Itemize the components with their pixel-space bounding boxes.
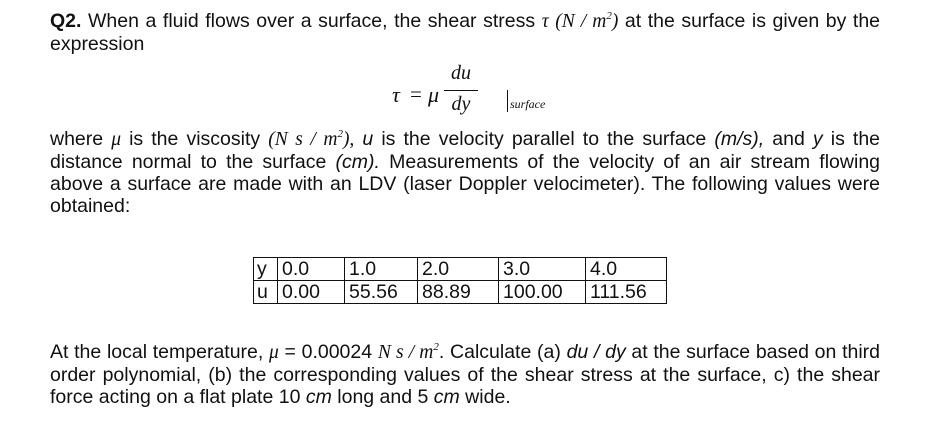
equation-mu: μ xyxy=(428,82,440,107)
desc-text-g: Measurements of the velocity of an air stream flowing above a surface are made with an LDV (laser Doppler velocimeter). The following values were obtained: xyxy=(50,151,881,217)
viscosity-unit-base: (N s / m xyxy=(268,129,338,150)
viscosity-unit-exponent: 2 xyxy=(337,128,343,140)
stress-unit-exponent: 2 xyxy=(606,10,612,22)
question-intro xyxy=(50,10,880,55)
desc-text-f: is the distance normal to the surface xyxy=(50,128,881,173)
desc-text-d: is the velocity parallel to the surface xyxy=(373,128,715,150)
table-row-y xyxy=(254,258,667,281)
table-cell: 4.0 xyxy=(586,258,667,281)
table-cell: 111.56 xyxy=(586,281,667,304)
viscosity-unit-task xyxy=(378,342,439,363)
stress-unit-close: ) xyxy=(611,11,619,32)
table-cell: y xyxy=(254,258,278,281)
desc-text-e: and xyxy=(764,128,813,150)
question-label: Q2. xyxy=(50,10,82,32)
task-text-e: long and 5 xyxy=(331,386,434,408)
velocity-unit: (m/s), xyxy=(714,128,765,150)
desc-text-b: is the viscosity xyxy=(121,128,269,150)
evaluation-bar xyxy=(507,90,508,112)
task-text-f: wide. xyxy=(459,386,511,408)
viscosity-unit-task-base: N s / m xyxy=(377,342,434,363)
variable-description xyxy=(50,128,880,217)
equation-denominator: dy xyxy=(451,93,471,115)
width-unit: cm xyxy=(433,386,460,408)
viscosity-unit-close: ), xyxy=(342,129,355,150)
table-cell: 3.0 xyxy=(499,258,586,281)
desc-text-a: where xyxy=(50,128,112,150)
measurement-table xyxy=(253,257,667,304)
y-symbol: y xyxy=(812,128,823,150)
table-cell: u xyxy=(254,281,278,304)
viscosity-unit-task-exponent: 2 xyxy=(433,341,439,353)
intro-text-b: at the surface is given by the expression xyxy=(50,10,881,55)
task-text-b: = 0.00024 xyxy=(278,341,378,363)
length-unit: cm xyxy=(305,386,332,408)
table-cell: 1.0 xyxy=(345,258,418,281)
task-description xyxy=(50,341,880,408)
equation-equals: = xyxy=(410,82,422,106)
table-cell: 2.0 xyxy=(418,258,499,281)
table-cell: 55.56 xyxy=(345,281,418,304)
table-cell: 0.0 xyxy=(278,258,345,281)
stress-unit xyxy=(555,11,618,32)
equation-subscript: surface xyxy=(510,97,546,111)
task-text-c: . Calculate (a) xyxy=(438,341,567,363)
tau-symbol: τ xyxy=(541,11,549,32)
mu-symbol-task: μ xyxy=(269,342,279,363)
shear-stress-equation xyxy=(392,60,592,122)
distance-unit: (cm). xyxy=(335,151,380,173)
intro-text-a: When a fluid flows over a surface, the shear stress xyxy=(81,10,542,32)
equation-numerator: du xyxy=(451,62,471,84)
mu-symbol: μ xyxy=(111,129,121,150)
table-cell: 100.00 xyxy=(499,281,586,304)
viscosity-unit xyxy=(268,129,354,150)
table-cell: 88.89 xyxy=(418,281,499,304)
stress-unit-base: (N / m xyxy=(555,11,607,32)
equation-tau: τ xyxy=(392,82,400,107)
derivative-term: du / dy xyxy=(566,341,626,363)
task-text-d: at the surface based on third order polynomial, (b) the corresponding values of the shear stress at the surface, c) the shear force acting on a flat plate 10 xyxy=(50,341,880,408)
u-symbol: u xyxy=(362,128,374,150)
task-text-a: At the local temperature, xyxy=(50,341,270,363)
table-cell: 0.00 xyxy=(278,281,345,304)
table-row-u xyxy=(254,281,667,304)
fraction-bar xyxy=(444,90,478,91)
